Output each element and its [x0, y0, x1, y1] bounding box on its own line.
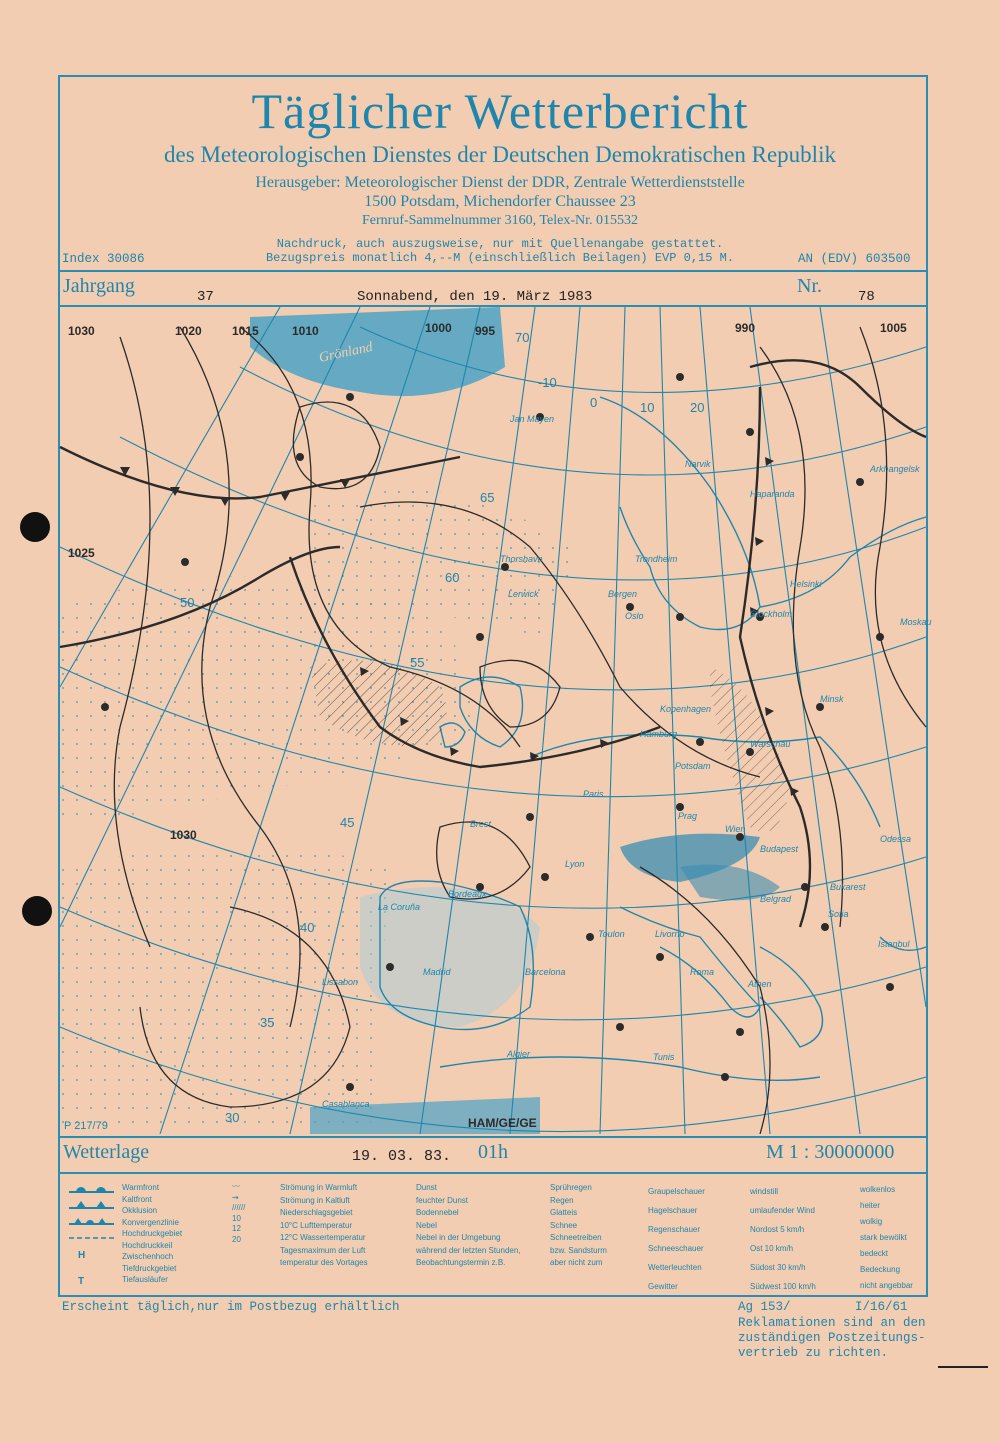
legend-item: Nebel — [416, 1220, 437, 1230]
legend — [60, 1176, 926, 1296]
grid-label: 65 — [480, 490, 495, 505]
station-dot — [736, 833, 744, 841]
legend-item: wolkenlos — [860, 1185, 896, 1194]
legend-item: Tiefausläufer — [122, 1275, 168, 1284]
grid-label: 45 — [340, 815, 355, 830]
legend-col-fog — [416, 1182, 521, 1270]
reprint-text: Nachdruck, auch auszugsweise, nur mit Quellenangabe gestattet. — [276, 237, 724, 251]
station-dot — [886, 983, 894, 991]
legend-item: Tagesmaximum der Luft — [280, 1245, 366, 1255]
legend-item: temperatur des Vortages — [280, 1258, 368, 1267]
legend-item: Konvergenzlinie — [122, 1217, 179, 1227]
legend-item: Schnee — [550, 1220, 578, 1230]
legend-col-precip — [550, 1182, 607, 1270]
address-line: 1500 Potsdam, Michendorfer Chaussee 23 — [364, 193, 636, 210]
issue-date: Sonnabend, den 19. März 1983 — [357, 289, 593, 305]
pressure-label: 995 — [475, 324, 496, 338]
legend-item: Glatteis — [550, 1208, 578, 1217]
legend-item: nicht angebbar — [860, 1281, 913, 1290]
station-dot — [181, 558, 189, 566]
station-dot — [296, 453, 304, 461]
station-dot — [386, 963, 394, 971]
legend-item: Südwest 100 km/h — [750, 1282, 816, 1291]
city-label: Kopenhagen — [660, 704, 712, 714]
divider — [60, 1136, 926, 1138]
legend-item: aber nicht zum — [550, 1258, 603, 1267]
pressure-label: 1030 — [170, 828, 197, 842]
pressure-label: 1000 — [425, 321, 452, 335]
city-label: Bergen — [608, 589, 638, 599]
station-dot — [816, 703, 824, 711]
city-label: Livorno — [655, 929, 685, 939]
city-label: Arkhangelsk — [870, 464, 920, 474]
legend-item: 10°C Lufttemperatur — [280, 1220, 353, 1230]
legend-item: Nebel in der Umgebung — [416, 1233, 501, 1242]
nr-value: 78 — [858, 289, 875, 305]
grid-label: 30 — [225, 1110, 240, 1125]
divider — [60, 270, 926, 272]
legend-item: Hagelschauer — [648, 1206, 698, 1215]
weather-map — [60, 307, 932, 1134]
legend-item: Kaltfront — [122, 1194, 152, 1204]
legend-item: wolkig — [860, 1217, 883, 1226]
city-label: Lerwick — [508, 589, 539, 599]
legend-item: bedeckt — [860, 1249, 889, 1258]
punch-hole-bottom — [22, 896, 52, 926]
legend-temp-sample: 12 — [232, 1224, 241, 1233]
publisher-block — [0, 173, 1000, 230]
svg-text:H: H — [78, 1250, 86, 1261]
punch-hole-top — [20, 512, 50, 542]
legend-item: Regen — [550, 1195, 574, 1205]
pressure-label: 1010 — [292, 324, 319, 338]
station-dot — [626, 603, 634, 611]
station-dot — [736, 1028, 744, 1036]
legend-item: heiter — [860, 1201, 881, 1210]
legend-item: Tiefdruckgebiet — [122, 1263, 177, 1273]
legend-item: Sprühregen — [550, 1183, 592, 1192]
city-label: Haparanda — [750, 489, 795, 499]
city-label: Odessa — [880, 834, 912, 844]
city-label: Madrid — [423, 967, 451, 977]
city-label: Roma — [690, 967, 715, 977]
svg-text:T: T — [78, 1276, 85, 1287]
legend-col-fronts — [122, 1182, 182, 1286]
jahrgang-label: Jahrgang — [63, 275, 135, 297]
grid-label: 10 — [640, 400, 655, 415]
city-label: Moskau — [900, 617, 932, 627]
footer-ag-number: Ag 153/ — [738, 1300, 791, 1314]
sea-stipple — [60, 847, 390, 1134]
legend-item: Schneeschauer — [648, 1244, 704, 1253]
pressure-label: 1005 — [880, 321, 907, 335]
station-dot — [721, 1073, 729, 1081]
grid-label: -10 — [538, 375, 557, 390]
city-label: Lyon — [565, 859, 585, 869]
city-label: Warschau — [750, 739, 791, 749]
city-label: Athen — [748, 979, 772, 989]
legend-col-flow-symbols: 〰 ⇝ ////// 10 12 20 — [232, 1182, 246, 1244]
grid-label: 50 — [180, 595, 195, 610]
city-label: Budapest — [760, 844, 799, 854]
station-dot — [526, 813, 534, 821]
footer-code: I/16/61 — [855, 1300, 908, 1314]
legend-col-wind — [750, 1182, 816, 1296]
legend-item: Gewitter — [648, 1282, 678, 1291]
nr-label: Nr. — [797, 275, 822, 297]
grid-label: 20 — [690, 400, 705, 415]
legend-item: Ost 10 km/h — [750, 1244, 794, 1253]
map-corner-label: P 217/79 — [64, 1120, 108, 1132]
legend-item: umlaufender Wind — [750, 1206, 815, 1215]
map-scale: M 1 : 30000000 — [766, 1141, 895, 1163]
city-label: Helsinki — [790, 579, 822, 589]
city-label: Stockholm — [750, 609, 793, 619]
pressure-label: 990 — [735, 321, 756, 335]
city-label: Istanbul — [878, 939, 910, 949]
station-dot — [476, 633, 484, 641]
legend-item: Südost 30 km/h — [750, 1263, 806, 1272]
station-dot — [586, 933, 594, 941]
page-title: Täglicher Wetterbericht — [251, 83, 749, 139]
publisher-line: Herausgeber: Meteorologischer Dienst der DDR, Zentrale Wetterdienststelle — [255, 174, 745, 191]
grid-label: 70 — [515, 330, 530, 345]
city-label: Potsdam — [675, 761, 711, 771]
legend-temp-sample: 20 — [232, 1234, 241, 1244]
station-dot — [676, 613, 684, 621]
station-dot — [801, 883, 809, 891]
map-analyst-label: HAM/GE/GE — [468, 1116, 537, 1130]
divider — [60, 1172, 926, 1174]
pressure-label: 1015 — [232, 324, 259, 338]
city-label: Oslo — [625, 611, 644, 621]
legend-col-showers — [648, 1182, 705, 1296]
city-label: Trondheim — [635, 554, 678, 564]
legend-item: Regenschauer — [648, 1225, 701, 1234]
legend-item: feuchter Dunst — [416, 1195, 469, 1205]
station-dot — [746, 428, 754, 436]
pressure-label: 1030 — [68, 324, 95, 338]
station-dot — [676, 373, 684, 381]
phone-line: Fernruf-Sammelnummer 3160, Telex-Nr. 015532 — [362, 213, 638, 228]
station-dot — [346, 1083, 354, 1091]
grid-label: 40 — [300, 920, 315, 935]
station-dot — [821, 923, 829, 931]
front-symbols — [64, 1180, 124, 1290]
index-number: Index 30086 — [62, 252, 145, 266]
station-dot — [101, 703, 109, 711]
legend-item: Okklusion — [122, 1206, 158, 1215]
legend-temp-sample: 10 — [232, 1213, 241, 1223]
legend-item: Graupelschauer — [648, 1187, 705, 1196]
footer-distribution-note: Erscheint täglich,nur im Postbezug erhältlich — [62, 1300, 400, 1314]
city-label: La Coruña — [378, 902, 421, 912]
station-dot — [501, 563, 509, 571]
city-label: Tunis — [653, 1052, 675, 1062]
legend-item: Hochdruckgebiet — [122, 1229, 183, 1238]
wetterlage-label: Wetterlage — [63, 1141, 150, 1163]
station-dot — [676, 803, 684, 811]
pressure-label: 1020 — [175, 324, 202, 338]
city-label: Casablanca — [322, 1099, 370, 1109]
legend-item: Warmfront — [122, 1183, 160, 1192]
legend-item: Strömung in Warmluft — [280, 1183, 358, 1192]
station-dot — [656, 953, 664, 961]
city-label: Bordeaux — [448, 889, 487, 899]
pressure-label: 1025 — [68, 546, 95, 560]
station-dot — [346, 393, 354, 401]
legend-item: 12°C Wassertemperatur — [280, 1233, 366, 1242]
station-dot — [616, 1023, 624, 1031]
margin-mark — [938, 1366, 988, 1368]
grid-label: 35 — [260, 1015, 275, 1030]
footer-complaint — [738, 1316, 926, 1361]
legend-item: Strömung in Kaltluft — [280, 1195, 350, 1205]
city-label: Algier — [507, 1049, 531, 1059]
city-label: Prag — [678, 811, 698, 821]
legend-item: Bodennebel — [416, 1208, 459, 1217]
legend-item: Bedeckung — [860, 1265, 901, 1274]
region-label: Grönland — [317, 339, 375, 366]
station-dot — [696, 738, 704, 746]
price-text: Bezugspreis monatlich 4,--M (einschließlich Beilagen) EVP 0,15 M. — [265, 251, 735, 265]
legend-item: windstill — [750, 1187, 779, 1196]
an-edv-number: AN (EDV) 603500 — [798, 252, 911, 266]
legend-item: Dunst — [416, 1183, 437, 1192]
jahrgang-value: 37 — [197, 289, 214, 305]
city-label: Jan Mayen — [510, 414, 555, 424]
city-label: Bukarest — [830, 882, 866, 892]
wetterlage-hour: 01h — [478, 1141, 508, 1163]
legend-item: stark bewölkt — [860, 1233, 907, 1242]
legend-item: Schneetreiben — [550, 1233, 602, 1242]
legend-item: bzw. Sandsturm — [550, 1245, 607, 1255]
city-label: Toulon — [598, 929, 625, 939]
city-label: Minsk — [820, 694, 844, 704]
grid-label: 55 — [410, 655, 425, 670]
legend-col-clouds — [860, 1182, 913, 1294]
legend-item: Beobachtungstermin z.B. — [416, 1258, 506, 1267]
legend-item: Wetterleuchten — [648, 1263, 702, 1272]
city-label: Narvik — [685, 459, 711, 469]
legend-item: Niederschlagsgebiet — [280, 1208, 353, 1217]
legend-item: Hochdruckkeil — [122, 1240, 173, 1250]
legend-item: Nordost 5 km/h — [750, 1225, 805, 1234]
city-label: Barcelona — [525, 967, 566, 977]
station-dot — [876, 633, 884, 641]
city-label: Lissabon — [322, 977, 359, 987]
city-label: Belgrad — [760, 894, 792, 904]
station-dot — [746, 748, 754, 756]
legend-item: Zwischenhoch — [122, 1252, 174, 1261]
legend-col-flow — [280, 1182, 368, 1270]
city-label: Wien — [725, 824, 746, 834]
city-label: Brest — [470, 819, 492, 829]
city-label: Hamburg — [640, 729, 678, 739]
city-label: Sofia — [828, 909, 849, 919]
grid-label: 0 — [590, 395, 598, 410]
legend-item: während der letzten Stunden, — [416, 1245, 521, 1255]
complaint-line: zuständigen Postzeitungs- — [738, 1331, 926, 1345]
city-label: Thorshavn — [500, 554, 543, 564]
complaint-line: Reklamationen sind an den — [738, 1316, 926, 1330]
complaint-line: vertrieb zu richten. — [738, 1346, 889, 1360]
city-label: Paris — [583, 789, 604, 799]
station-dot — [856, 478, 864, 486]
page-subtitle: des Meteorologischen Dienstes der Deutschen Demokratischen Republik — [164, 142, 836, 167]
station-dot — [541, 873, 549, 881]
grid-label: 60 — [445, 570, 460, 585]
wetterlage-date: 19. 03. 83. — [352, 1148, 452, 1165]
